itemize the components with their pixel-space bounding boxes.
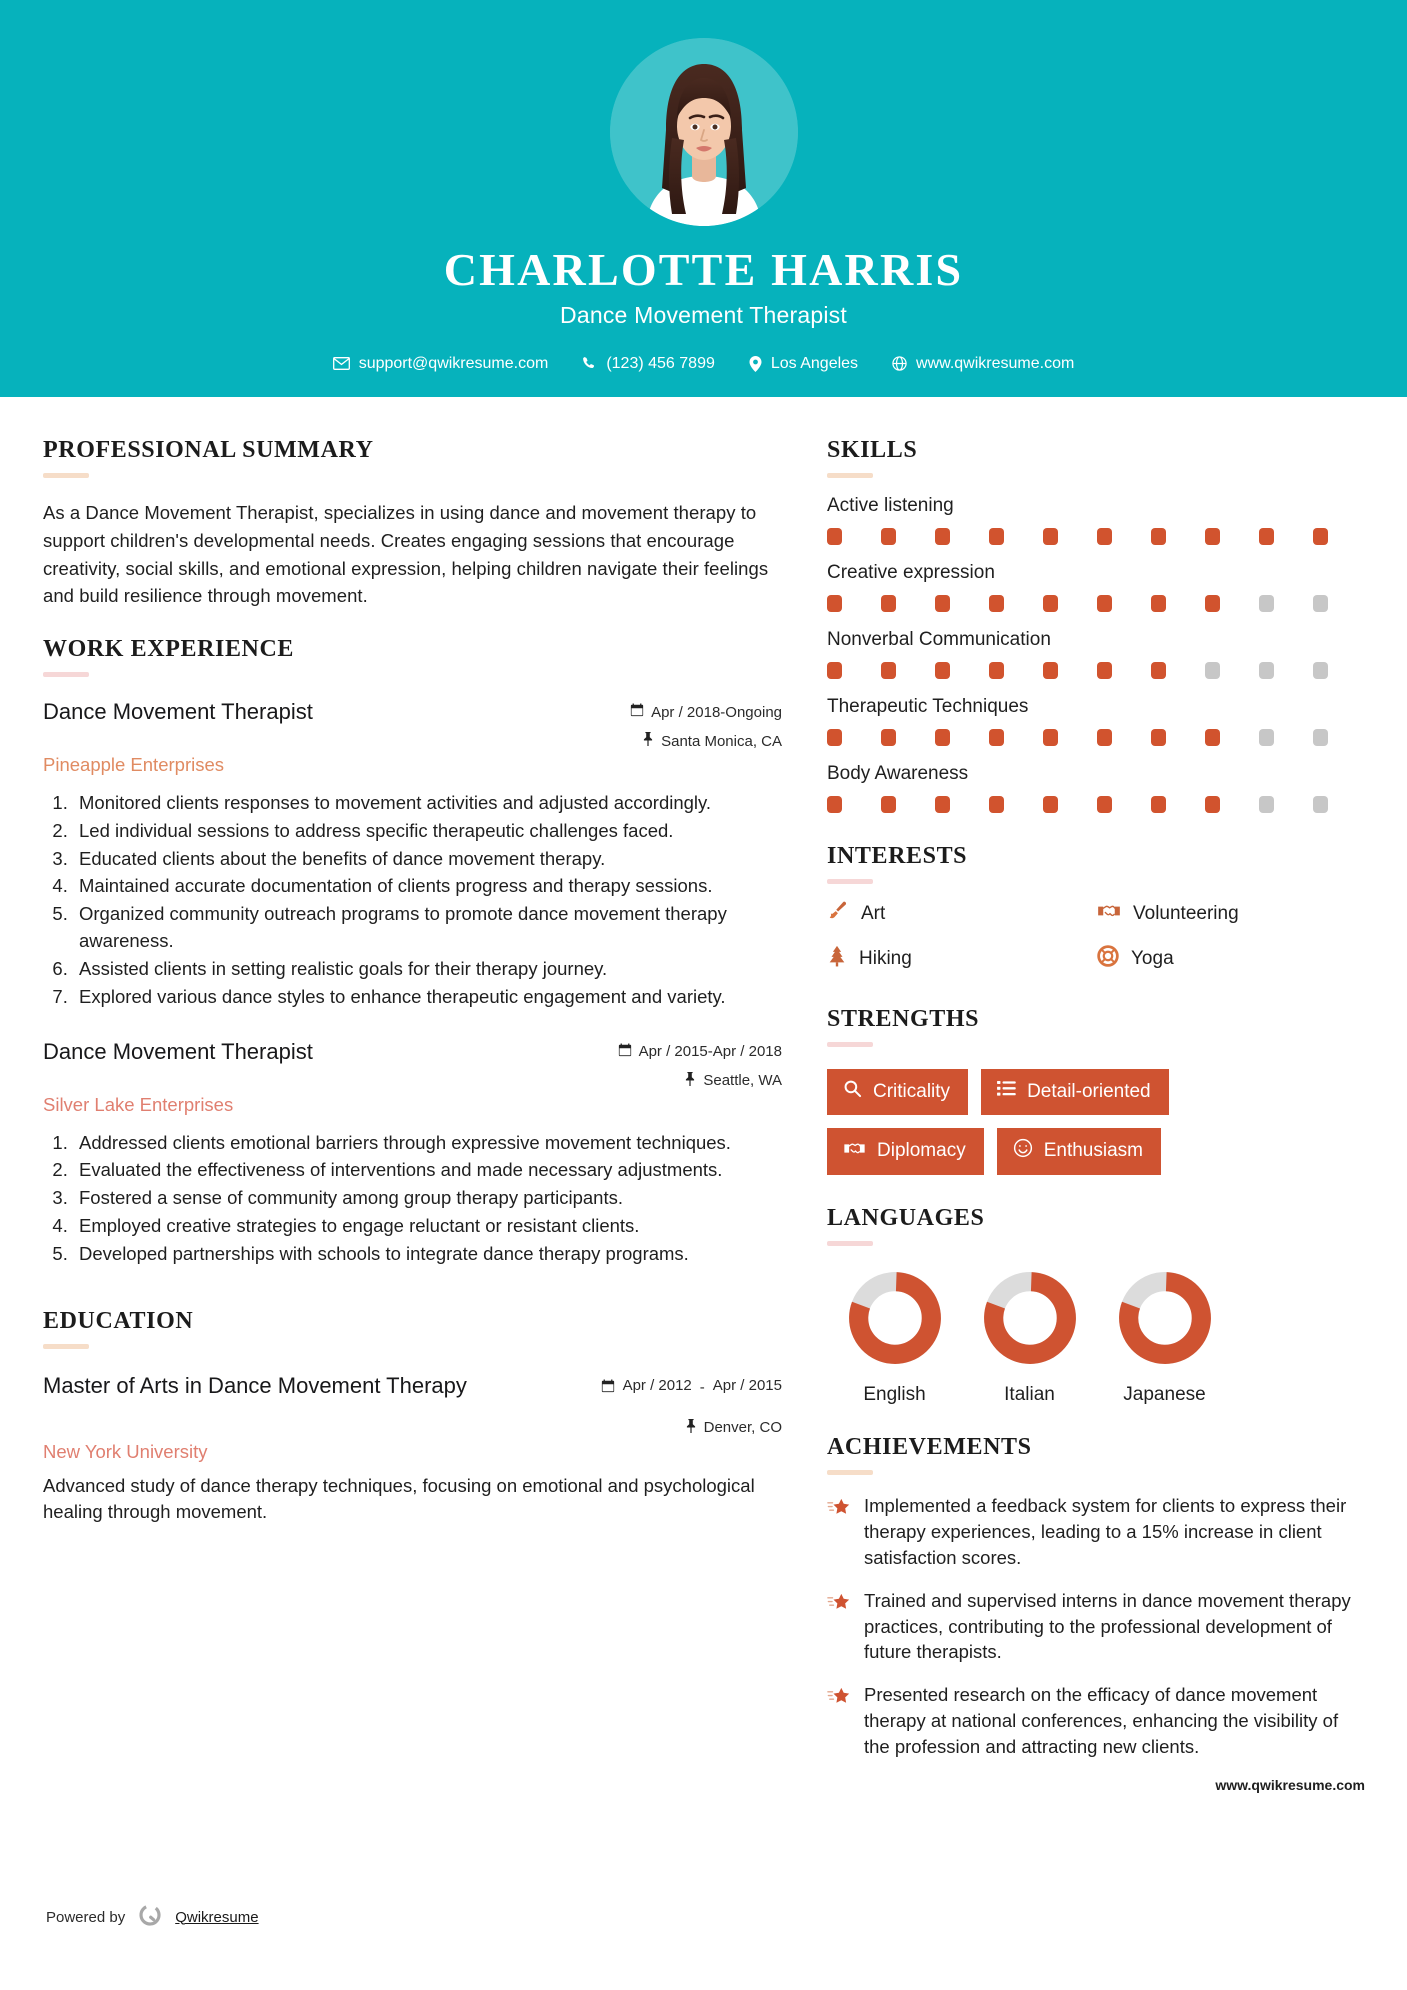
job-dates — [582, 1043, 782, 1061]
achievement-item — [827, 1682, 1367, 1760]
job-dates-text: Apr / 2018-Ongoing — [651, 703, 782, 721]
calendar-icon — [601, 1377, 615, 1397]
language-label: English — [863, 1384, 926, 1405]
skill-dot — [1259, 528, 1274, 545]
contact-location-text: Los Angeles — [770, 354, 859, 372]
powered-by-label: Powered by — [46, 1908, 126, 1926]
job-dates — [582, 703, 782, 721]
section-rule — [827, 1241, 873, 1246]
language-donut-chart — [847, 1270, 943, 1366]
section-title-summary: PROFESSIONAL SUMMARY — [43, 437, 374, 463]
skill-dot — [827, 796, 842, 813]
interest-item — [827, 900, 1097, 928]
skill-dot — [1205, 796, 1220, 813]
section-title-languages: LANGUAGES — [827, 1205, 985, 1231]
skill-label: Nonverbal Communication — [827, 629, 1051, 650]
paintbrush-icon — [827, 900, 849, 928]
contact-email[interactable] — [316, 355, 566, 373]
section-skills — [827, 437, 1367, 813]
skill-row — [827, 696, 1367, 746]
skill-dot — [1097, 595, 1112, 612]
education-description: Advanced study of dance therapy techniques, focusing on emotional and psychological healing through movement. — [43, 1474, 755, 1523]
list-item: 2. Evaluated the effectiveness of interventions and made necessary adjustments. — [73, 1157, 782, 1184]
job-meta — [582, 1039, 782, 1090]
skill-dot — [1043, 729, 1058, 746]
list-item: 4. Employed creative strategies to engage reluctant or resistant clients. — [73, 1213, 782, 1240]
skill-dot — [827, 729, 842, 746]
handshake-icon — [843, 1139, 866, 1164]
achievement-text: Presented research on the efficacy of dance movement therapy at national conferences, enhancing the visibility of the profession and attracting new clients. — [864, 1684, 1339, 1758]
contact-website-text: www.qwikresume.com — [916, 354, 1075, 372]
section-title-strengths: STRENGTHS — [827, 1006, 980, 1032]
right-column — [822, 397, 1407, 1793]
job-location — [582, 1072, 782, 1090]
job-company: Silver Lake Enterprises — [43, 1093, 234, 1115]
skill-rating — [827, 796, 1367, 813]
education-item — [43, 1373, 782, 1527]
skill-dot — [1313, 528, 1328, 545]
skill-row — [827, 629, 1367, 679]
section-education — [43, 1308, 782, 1527]
skill-label: Body Awareness — [827, 763, 969, 784]
language-item — [827, 1270, 962, 1406]
list-item: 5. Organized community outreach programs to promote dance movement therapy awareness. — [73, 901, 782, 955]
skill-dot — [1205, 528, 1220, 545]
globe-icon — [892, 356, 907, 371]
skill-dot — [881, 595, 896, 612]
section-rule — [827, 1042, 873, 1047]
list-item: 1. Monitored clients responses to movement activities and adjusted accordingly. — [73, 790, 782, 817]
skill-row — [827, 495, 1367, 545]
languages-row — [827, 1270, 1367, 1406]
skill-dot — [881, 729, 896, 746]
summary-text: As a Dance Movement Therapist, specializes in using dance and movement therapy to support children's developmental needs. Creates engaging sessions that encourage creativity, social skills, and emotional expression, helping children navigate their feelings and build resilience through movement. — [43, 502, 769, 607]
magnifier-icon — [843, 1079, 862, 1104]
job-dates-text: Apr / 2015-Apr / 2018 — [638, 1043, 782, 1060]
interest-item — [1097, 945, 1367, 973]
skill-rating — [827, 595, 1367, 612]
page-title: CHARLOTTE HARRIS — [443, 244, 964, 295]
job-subtitle: Dance Movement Therapist — [560, 301, 847, 328]
contact-website[interactable] — [875, 355, 1091, 373]
education-location-text: Denver, CO — [703, 1419, 782, 1437]
qwikresume-logo-icon — [137, 1902, 163, 1932]
skill-dot — [1151, 796, 1166, 813]
school-name: New York University — [43, 1440, 208, 1462]
skill-dot — [1313, 662, 1328, 679]
education-end-date: Apr / 2015 — [712, 1376, 782, 1394]
skill-dot — [1151, 662, 1166, 679]
skill-dot — [935, 528, 950, 545]
section-strengths — [827, 1006, 1367, 1175]
section-title-education: EDUCATION — [43, 1307, 194, 1334]
tree-icon — [827, 945, 847, 973]
contact-phone[interactable] — [565, 355, 732, 373]
strength-chip-diplomacy — [827, 1128, 984, 1175]
strength-chip-criticality — [827, 1069, 968, 1115]
section-rule — [43, 672, 89, 677]
site-note: www.qwikresume.com — [1215, 1777, 1365, 1794]
skill-row — [827, 562, 1367, 612]
profile-photo-illustration — [610, 38, 798, 226]
skill-dot — [827, 595, 842, 612]
interest-label: Volunteering — [1133, 903, 1239, 924]
smiley-icon — [1013, 1138, 1033, 1164]
section-interests — [827, 843, 1367, 990]
skill-dot — [1151, 729, 1166, 746]
contact-location[interactable] — [732, 355, 875, 373]
achievement-text: Trained and supervised interns in dance movement therapy practices, contributing to the professional development of future therapists. — [864, 1589, 1351, 1663]
job-bullets — [43, 1130, 782, 1268]
section-title-skills: SKILLS — [827, 437, 918, 463]
skill-dot — [1151, 595, 1166, 612]
education-start-date: Apr / 2012 — [622, 1376, 692, 1394]
skill-dot — [935, 662, 950, 679]
education-meta — [582, 1373, 782, 1437]
phone-icon — [582, 356, 597, 371]
list-item: 3. Fostered a sense of community among group therapy participants. — [73, 1185, 782, 1212]
language-item — [1097, 1270, 1232, 1406]
section-rule — [827, 473, 873, 478]
language-donut-chart — [1117, 1270, 1213, 1366]
skill-dot — [1205, 729, 1220, 746]
skill-dot — [881, 528, 896, 545]
section-rule — [43, 473, 89, 478]
list-item: 5. Developed partnerships with schools to integrate dance therapy programs. — [73, 1241, 782, 1268]
contact-row — [0, 355, 1407, 373]
interest-label: Hiking — [859, 948, 912, 969]
interests-grid — [827, 900, 1367, 990]
skill-dot — [1043, 662, 1058, 679]
shooting-star-icon — [827, 1588, 851, 1666]
map-pin-icon — [749, 356, 762, 372]
skill-dot — [827, 528, 842, 545]
skill-dot — [989, 729, 1004, 746]
qwikresume-link[interactable]: Qwikresume — [175, 1908, 259, 1926]
job-location-text: Seattle, WA — [703, 1072, 782, 1089]
skill-dot — [1259, 595, 1274, 612]
pushpin-icon — [642, 732, 654, 750]
skill-dot — [1097, 662, 1112, 679]
list-icon — [997, 1080, 1016, 1103]
skill-dot — [1043, 595, 1058, 612]
job-title: Dance Movement Therapist — [43, 1038, 313, 1064]
skill-dot — [935, 796, 950, 813]
skill-dot — [1097, 796, 1112, 813]
avatar — [610, 38, 798, 226]
job-bullets — [43, 790, 782, 1011]
skill-label: Active listening — [827, 495, 954, 516]
education-location — [582, 1419, 782, 1437]
strength-label: Detail-oriented — [1027, 1080, 1151, 1102]
job-company: Pineapple Enterprises — [43, 754, 224, 775]
skill-dot — [1097, 729, 1112, 746]
skill-dot — [935, 595, 950, 612]
achievement-item — [827, 1588, 1367, 1666]
skill-dot — [1043, 528, 1058, 545]
strength-label: Diplomacy — [877, 1140, 966, 1161]
left-column — [0, 397, 822, 1926]
skill-dot — [881, 662, 896, 679]
list-item: 4. Maintained accurate documentation of clients progress and therapy sessions. — [73, 873, 782, 900]
interest-item — [1097, 900, 1367, 928]
language-label: Japanese — [1123, 1384, 1206, 1405]
strength-label: Criticality — [873, 1080, 951, 1102]
calendar-icon — [618, 1043, 632, 1061]
list-item: 6. Assisted clients in setting realistic goals for their therapy journey. — [73, 956, 782, 983]
life-ring-icon — [1097, 945, 1119, 973]
language-item — [962, 1270, 1097, 1406]
skill-dot — [1205, 662, 1220, 679]
language-label: Italian — [1004, 1384, 1055, 1405]
section-achievements — [827, 1434, 1367, 1793]
language-donut-chart — [982, 1270, 1078, 1366]
section-title-interests: INTERESTS — [827, 843, 968, 869]
skill-dot — [1151, 528, 1166, 545]
achievement-item — [827, 1493, 1367, 1571]
job-title: Dance Movement Therapist — [43, 699, 313, 724]
powered-by-footer — [46, 1902, 259, 1932]
skill-dot — [881, 796, 896, 813]
section-rule — [827, 1470, 873, 1475]
skill-dot — [827, 662, 842, 679]
section-title-achievements: ACHIEVEMENTS — [827, 1434, 1032, 1460]
skill-dot — [989, 528, 1004, 545]
shooting-star-icon — [827, 1682, 851, 1760]
date-separator: - — [699, 1378, 705, 1396]
interest-label: Yoga — [1131, 948, 1174, 969]
section-title-experience: WORK EXPERIENCE — [43, 636, 295, 662]
skill-dot — [1259, 796, 1274, 813]
section-rule — [827, 879, 873, 884]
calendar-icon — [630, 703, 644, 721]
pushpin-icon — [684, 1072, 696, 1090]
skill-dot — [989, 796, 1004, 813]
handshake-icon — [1097, 900, 1121, 928]
skill-dot — [1097, 528, 1112, 545]
skill-dot — [1313, 595, 1328, 612]
list-item: 1. Addressed clients emotional barriers through expressive movement techniques. — [73, 1130, 782, 1157]
job-location — [582, 732, 782, 750]
achievement-text: Implemented a feedback system for clients to express their therapy experiences, leading to a 15% increase in client satisfaction scores. — [864, 1495, 1347, 1568]
skill-rating — [827, 729, 1367, 746]
resume-body — [0, 397, 1407, 1926]
degree-title: Master of Arts in Dance Movement Therapy — [43, 1372, 467, 1398]
skill-dot — [1043, 796, 1058, 813]
list-item: 3. Educated clients about the benefits of dance movement therapy. — [73, 846, 782, 873]
skill-dot — [1259, 662, 1274, 679]
strength-chip-detail-oriented — [981, 1069, 1169, 1115]
interest-label: Art — [861, 903, 886, 924]
resume-header — [0, 0, 1407, 397]
pushpin-icon — [685, 1419, 697, 1437]
skill-dot — [1313, 729, 1328, 746]
skill-rating — [827, 528, 1367, 545]
strength-chip-enthusiasm — [997, 1128, 1161, 1175]
skill-rating — [827, 662, 1367, 679]
list-item: 7. Explored various dance styles to enhance therapeutic engagement and variety. — [73, 984, 782, 1011]
skill-dot — [989, 662, 1004, 679]
interest-item — [827, 945, 1097, 973]
skill-dot — [935, 729, 950, 746]
section-rule — [43, 1344, 89, 1349]
contact-email-text: support@qwikresume.com — [358, 354, 549, 372]
skill-row — [827, 763, 1367, 813]
skill-dot — [1313, 796, 1328, 813]
contact-phone-text: (123) 456 7899 — [606, 354, 715, 372]
education-dates — [582, 1377, 782, 1397]
strengths-grid — [827, 1069, 1257, 1175]
skill-dot — [1259, 729, 1274, 746]
section-work-experience — [43, 636, 782, 1268]
job-location-text: Santa Monica, CA — [661, 732, 782, 750]
section-professional-summary — [43, 437, 782, 610]
experience-item — [43, 1039, 782, 1268]
skill-label: Creative expression — [827, 562, 995, 583]
shooting-star-icon — [827, 1493, 851, 1571]
list-item: 2. Led individual sessions to address specific therapeutic challenges faced. — [73, 818, 782, 845]
skill-label: Therapeutic Techniques — [827, 696, 1029, 717]
envelope-icon — [333, 357, 350, 370]
section-languages — [827, 1205, 1367, 1406]
skill-dot — [989, 595, 1004, 612]
achievements-list — [827, 1493, 1367, 1760]
experience-item — [43, 699, 782, 1011]
job-meta — [582, 699, 782, 750]
strength-label: Enthusiasm — [1043, 1140, 1143, 1161]
skill-dot — [1205, 595, 1220, 612]
